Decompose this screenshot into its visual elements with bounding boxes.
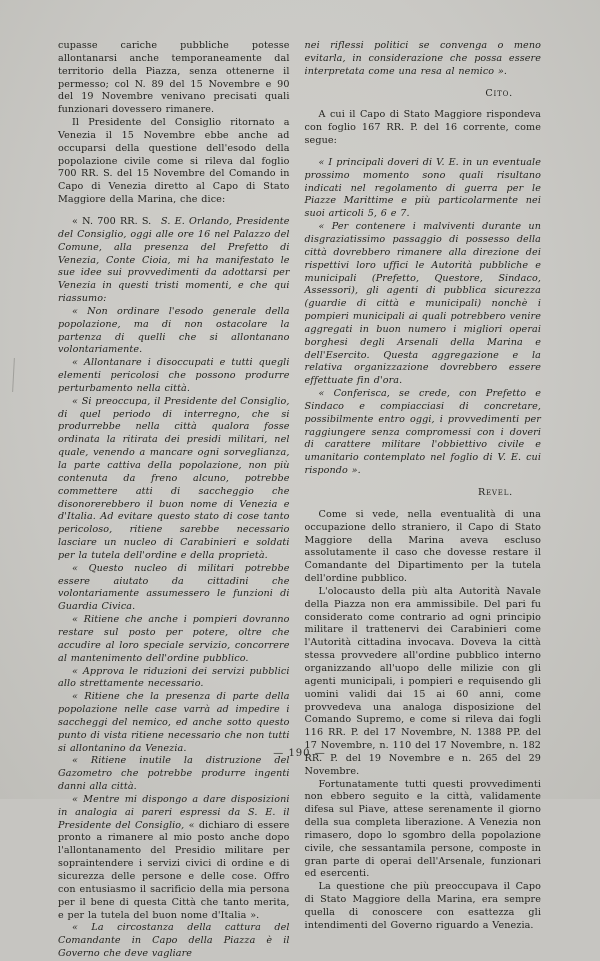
- paragraph: [58, 117, 290, 207]
- paragraph: [58, 614, 290, 665]
- text-run: « La circostanza della cattura del Comandante in Capo della Piazza è il Governo che deve vagliare: [58, 922, 290, 960]
- text-run: « Mentre mi dispongo a dare disposizioni in analogia ai pareri espressi da S. E. il Presidente del Consiglio,: [58, 793, 290, 831]
- text-run: « Non ordinare l'esodo generale della popolazione, ma di non ostacolare la partenza di quelli che si allontanano volontariamente.: [58, 305, 290, 356]
- paragraph: [58, 216, 290, 306]
- page-number: — 190 —: [273, 748, 326, 759]
- left-column: [58, 40, 290, 961]
- text-run: La questione che più preoccupava il Capo di Stato Maggiore della Marina, era sempre quella di conoscere con esattezza gli intendimenti del Governo riguardo a Venezia.: [304, 881, 541, 931]
- paragraph: [305, 509, 541, 586]
- text-run: nei riflessi politici se convenga o meno evitarla, in considerazione che possa essere interpretata come una resa al nemico ».: [304, 40, 541, 77]
- paragraph: [305, 221, 541, 388]
- text-run: « I principali doveri di V. E. in un eventuale prossimo momento sono quali risultano indicati nel regolamento di guerra per le Piazze Marittime e più particolarmente nei suoi articoli 5, 6 e 7.: [304, 156, 541, 220]
- paragraph: [305, 157, 541, 221]
- text-run: Il Presidente del Consiglio ritornato a Venezia il 15 Novembre ebbe anche ad occuparsi della questione dell'esodo della popolazione civile come si rileva dal foglio 700 RR. S. del 15 Novembre del Comando in Capo di Venezia diretto al Capo di Stato Maggiore della Marina, che dice:: [58, 117, 290, 206]
- text-run: « Allontanare i disoccupati e tutti quegli elementi pericolosi che possono produrre perturbamento nella città.: [58, 357, 290, 394]
- paragraph: [58, 691, 290, 755]
- text-run: A cui il Capo di Stato Maggiore rispondeva con foglio 167 RR. P. del 16 corrente, come segue:: [304, 109, 541, 147]
- text-run: Revel.: [478, 487, 513, 498]
- paragraph: [305, 40, 541, 79]
- right-column: [305, 40, 541, 961]
- text-run: « Approva le riduzioni dei servizi pubblici allo strettamente necessario.: [58, 665, 290, 690]
- paragraph: [58, 794, 290, 922]
- text-run: « Ritiene che anche i pompieri dovranno restare sul posto per potere, oltre che accudire al loro speciale servizio, concorrere al mantenimento dell'ordine pubblico.: [58, 614, 290, 664]
- signature: [305, 487, 541, 500]
- text-run: « dichiaro di essere pronto a rimanere al mio posto anche dopo l'allontanamento del Presidio militare per sopraintendere i servizi civici di ordine e di sicurezza delle persone e delle cose. Offro con entusiasmo il sacrificio della mia persona per il bene di questa Città che tanto merita, e per la tutela del buon nome d'Italia ».: [58, 819, 290, 921]
- text-run: « Conferisca, se crede, con Prefetto e Sindaco e compiacciasi di concretare, possibilmente entro oggi, i provvedimenti per raggiungere senza compromessi con i doveri di carattere militare l'obbiettivo civile e umanitario contemplato nel foglio di V. E. cui rispondo ».: [304, 388, 541, 477]
- paragraph: [58, 40, 290, 117]
- text-run: Fortunatamente tutti questi provvedimenti non ebbero seguito e la città, validamente difesa sul Piave, attese serenamente il giorno della sua completa liberazione. A Venezia non rimasero, dopo lo sgombro della popolazione civile, che sessantamila persone, composte in gran parte di operai dell'Arsenale, funzionari ed esercenti.: [304, 778, 541, 880]
- text-run: cupasse cariche pubbliche potesse allontanarsi anche temporaneamente dal territorio della Piazza, senza ottenerne il permesso; col N. 89 del 15 Novembre e 90 del 19 Novembre venivano precisati quali funzionari dovessero rimanere.: [58, 40, 290, 116]
- paragraph: [58, 357, 290, 396]
- paragraph: [305, 388, 541, 478]
- paragraph: [58, 755, 290, 794]
- paragraph: [58, 306, 290, 357]
- paragraph: [58, 666, 290, 692]
- text-run: Come si vede, nella eventualità di una occupazione dello straniero, il Capo di Stato Maggiore della Marina aveva escluso assolutamente il caso che dovesse restare il Comandante del Dipartimento per la tutela dell'ordine pubblico.: [304, 508, 541, 585]
- paragraph: [58, 922, 290, 961]
- text-run: « Si preoccupa, il Presidente del Consiglio, di quel periodo di interregno, che si produrrebbe nella città qualora fosse ordinata la ritirata dei presidi militari, nel quale, venendo a mancare ogni sorveglianza, la parte cattiva della popolazione, non più contenuta da freno alcuno, potrebbe commettere atti di saccheggio che disonorerebbero il buon nome di Venezia e d'Italia. Ad evitare questo stato di cose tanto pericoloso, ritiene sarebbe necessario lasciare un nucleo di Carabinieri e soldati per la tutela dell'ordine e della proprietà.: [58, 395, 290, 561]
- signature: [305, 88, 541, 101]
- paragraph: [305, 779, 541, 882]
- text-run: L'olocausto della più alta Autorità Navale della Piazza non era ammissibile. Del pari fu considerato come contrario ad ogni principio militare il trattenervi dei Carabinieri come l'Autorità cittadina invocava. Doveva la città stessa provvedere all'ordine pubblico interno organizzando all'uopo delle milizie con gli agenti municipali, i pompieri e requisendo gli uomini validi dai 15 ai 60 anni, come provvedeva una analoga disposizione del Comando Supremo, e come si rileva dai fogli 116 RR. P. del 17 Novembre, N. 1388 PP. del 17 Novembre, n. 110 del 17 Novembre, n. 182 RR. P. del 19 Novembre e n. 265 del 29 Novembre.: [304, 585, 541, 777]
- page-text-block: [58, 40, 541, 961]
- text-run: « Ritiene che la presenza di parte della popolazione nelle case varrà ad impedire i saccheggi del nemico, ed anche sotto questo punto di vista ritiene necessario che non tutti si allontanino da Venezia.: [58, 691, 290, 754]
- paragraph: [305, 881, 541, 932]
- text-run: « Questo nucleo di militari potrebbe essere aiutato da cittadini che volontariamente assumessero le funzioni di Guardia Civica.: [58, 562, 290, 613]
- paragraph: [58, 396, 290, 563]
- text-run: S. E. Orlando, Presidente del Consiglio, oggi alle ore 16 nel Palazzo del Comune, alla presenza del Prefetto di Venezia, Conte Cioia, mi ha manifestato le sue idee sui provvedimenti da adottarsi per Venezia in questi tristi momenti, e che qui riassumo:: [58, 215, 290, 305]
- paragraph: [305, 109, 541, 148]
- text-run: « Per contenere i malviventi durante un disgraziatissimo passaggio di possesso della città dovrebbero rimanere alla direzione dei rispettivi loro uffici le Autorità pubbliche e municipali (Prefetto, Questore, Sindaco, Assessori), gli agenti di pubblica sicurezza (guardie di città e municipali) nonchè i pompieri municipali ai quali potrebbero venire aggregati in buon numero i migliori operai borghesi degli Arsenali della Marina e dell'Esercito. Questa aggregazione e la relativa organizzazione dovrebbero essere effettuate fin d'ora.: [304, 221, 541, 387]
- paragraph: [58, 563, 290, 614]
- text-run: « N. 700 RR. S.: [72, 215, 162, 227]
- scan-scratch-artifact: [12, 358, 15, 392]
- text-run: « Ritiene inutile la distruzione del Gazometro che potrebbe produrre ingenti danni alla città.: [58, 755, 290, 793]
- text-run: Cito.: [485, 87, 513, 99]
